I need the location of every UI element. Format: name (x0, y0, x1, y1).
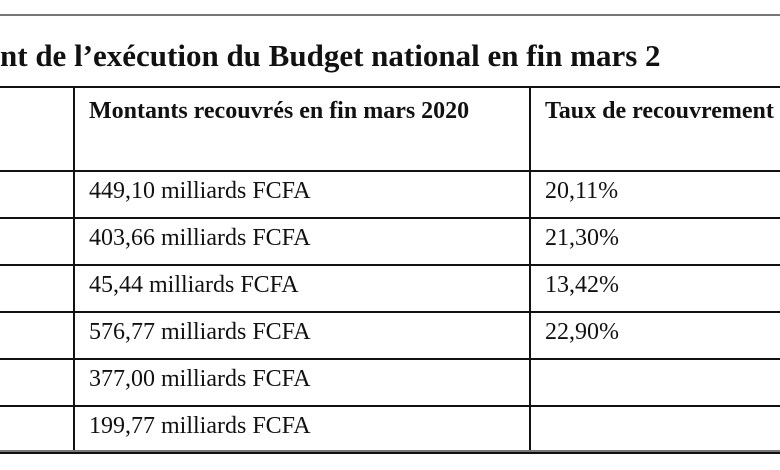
row-rate: 20,11% (530, 171, 780, 218)
top-rule (0, 14, 780, 16)
row-rate (530, 406, 780, 453)
row-label (0, 171, 74, 218)
row-amount: 403,66 milliards FCFA (74, 218, 530, 265)
table-row (0, 359, 780, 406)
row-rate: 22,90% (530, 312, 780, 359)
row-label (0, 265, 74, 312)
row-amount: 199,77 milliards FCFA (74, 406, 530, 453)
row-amount: 377,00 milliards FCFA (74, 359, 530, 406)
page-title: nt de l’exécution du Budget national en fin mars 2 (0, 38, 661, 73)
table-header-row (0, 87, 780, 171)
header-label (0, 87, 74, 171)
row-label (0, 406, 74, 453)
table-row (0, 406, 780, 453)
row-rate: 13,42% (530, 265, 780, 312)
row-label (0, 359, 74, 406)
row-amount: 449,10 milliards FCFA (74, 171, 530, 218)
bottom-rule (0, 450, 780, 452)
header-rate: Taux de recouvrement (530, 87, 780, 171)
table-row (0, 312, 780, 359)
row-label (0, 312, 74, 359)
table-row (0, 171, 780, 218)
row-label (0, 218, 74, 265)
row-amount: 45,44 milliards FCFA (74, 265, 530, 312)
budget-table (0, 86, 780, 454)
header-amount: Montants recouvrés en fin mars 2020 (74, 87, 530, 171)
row-rate (530, 359, 780, 406)
row-rate: 21,30% (530, 218, 780, 265)
row-amount: 576,77 milliards FCFA (74, 312, 530, 359)
table-row (0, 218, 780, 265)
table-row (0, 265, 780, 312)
